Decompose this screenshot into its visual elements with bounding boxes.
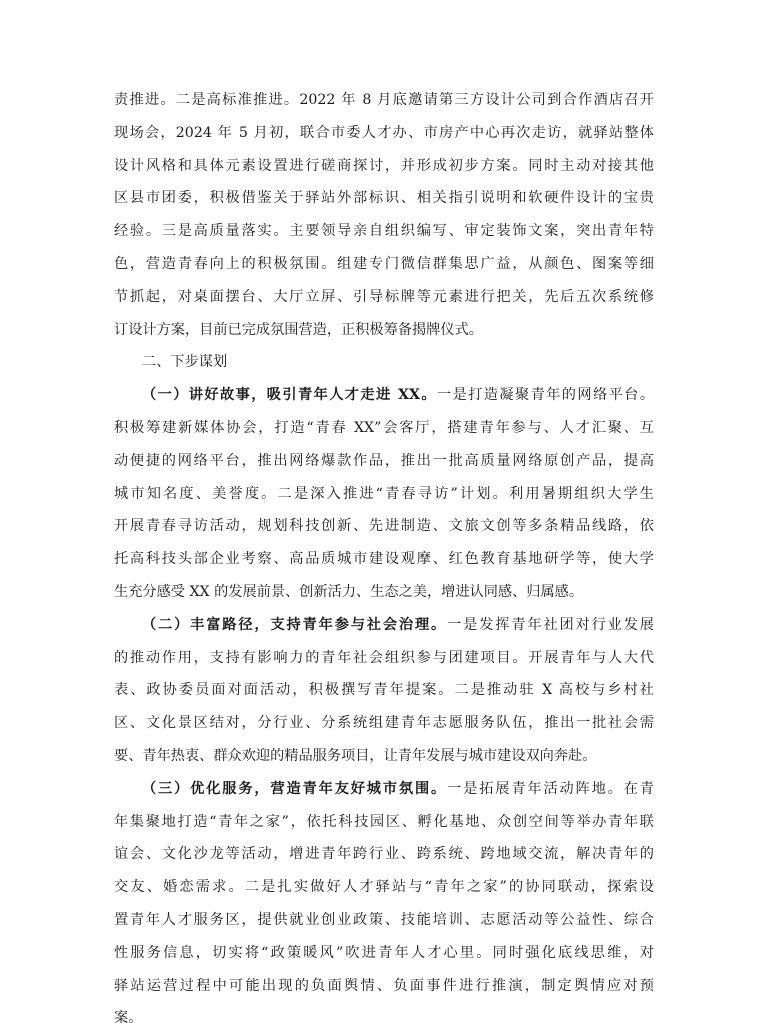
document-line [114,510,654,543]
line-text: 设计风格和具体元素设置进行磋商探讨，并形成初步方案。同时主动对接其他 [114,157,654,174]
line-text: 案。 [114,1010,143,1027]
document-line [114,314,654,347]
line-text: 年集聚地打造“青年之家”，依托科技园区、孵化基地、众创空间等举办青年联 [114,813,654,830]
document-line [114,1002,654,1035]
line-text: 经验。三是高质量落实。主要领导亲自组织编写、审定装饰文案，突出青年特 [114,223,654,240]
line-text: 城市知名度、美誉度。二是深入推进“青春寻访”计划。利用暑期组织大学生 [114,485,654,502]
line-text: 责推进。二是高标准推进。2022 年 8 月底邀请第三方设计公司到合作酒店召开 [114,92,654,108]
line-text: 置青年人才服务区，提供就业创业政策、技能培训、志愿活动等公益性、综合 [114,911,654,928]
line-text: 表、政协委员面对面活动，积极撰写青年提案。二是推动驻 X 高校与乡村社 [114,682,654,699]
document-line [114,117,654,150]
line-text: 开展青春寻访活动，规划科技创新、先进制造、文旅文创等多条精品线路，依 [114,518,654,535]
document-line [114,84,654,117]
line-text: 一是发挥青年社团对行业发展 [447,616,654,633]
document-line [114,609,654,642]
line-text: 二、下步谋划 [142,354,228,371]
document-line [114,576,654,609]
line-text: 驿站运营过程中可能出现的负面舆情、负面事件进行推演，制定舆情应对预 [114,977,654,994]
document-line [114,937,654,970]
document-line [114,970,654,1003]
line-text: 性服务信息，切实将“政策暖风”吹进青年人才心里。同时强化底线思维，对 [114,944,654,961]
line-text: 托高科技头部企业考察、高品质城市建设观摩、红色教育基地研学等，使大学 [114,551,654,568]
line-text: 积极筹建新媒体协会，打造“青春 XX”会客厅，搭建青年参与、人才汇聚、互 [114,419,654,436]
line-text: 交友、婚恋需求。二是扎实做好人才驿站与“青年之家”的协同联动，探索设 [114,879,654,896]
document-line [114,412,654,445]
line-text: 要、青年热衷、群众欢迎的精品服务项目，让青年发展与城市建设双向奔赴。 [114,747,597,764]
line-text: 谊会、文化沙龙等活动，增进青年跨行业、跨系统、跨地域交流，解决青年的 [114,846,654,863]
document-line [114,806,654,839]
document-body [114,84,654,1035]
section-heading: （三）优化服务，营造青年友好城市氛围。 [142,780,448,797]
document-line [114,248,654,281]
section-heading: （一）讲好故事，吸引青年人才走进 XX。 [142,387,437,404]
line-text: 一是打造凝聚青年的网络平台。 [436,387,654,404]
line-text: 区、文化景区结对，分行业、分系统组建青年志愿服务队伍，推出一批社会需 [114,715,654,732]
document-line [114,871,654,904]
line-text: 动便捷的网络平台，推出网络爆款作品，推出一批高质量网络原创产品，提高 [114,452,654,469]
document-line [114,543,654,576]
document-line [114,904,654,937]
document-line [114,478,654,511]
document-line [114,445,654,478]
document-line [114,379,654,412]
document-line [114,642,654,675]
line-text: 生充分感受 XX 的发展前景、创新活力、生态之美，增进认同感、归属感。 [114,583,584,600]
document-line [114,674,654,707]
document-line [114,346,654,379]
line-text: 区县市团委，积极借鉴关于驿站外部标识、相关指引说明和软硬件设计的宝贵 [114,190,654,207]
document-line [114,150,654,183]
line-text: 节抓起，对桌面摆台、大厅立屏、引导标牌等元素进行把关，先后五次系统修 [114,288,654,305]
document-line [114,838,654,871]
line-text: 现场会，2024 年 5 月初，联合市委人才办、市房产中心再次走访，就驿站整体 [114,124,654,141]
document-line [114,215,654,248]
section-heading: （二）丰富路径，支持青年参与社会治理。 [142,616,448,633]
document-line [114,182,654,215]
line-text: 一是拓展青年活动阵地。在青 [447,780,654,797]
document-line [114,773,654,806]
document-line [114,281,654,314]
line-text: 色，营造青春向上的积极氛围。组建专门微信群集思广益，从颜色、图案等细 [114,255,654,272]
line-text: 的推动作用，支持有影响力的青年社会组织参与团建项目。开展青年与人大代 [114,649,654,666]
document-line [114,707,654,740]
document-line [114,740,654,773]
line-text: 订设计方案，目前已完成氛围营造，正积极筹备揭牌仪式。 [114,321,483,338]
